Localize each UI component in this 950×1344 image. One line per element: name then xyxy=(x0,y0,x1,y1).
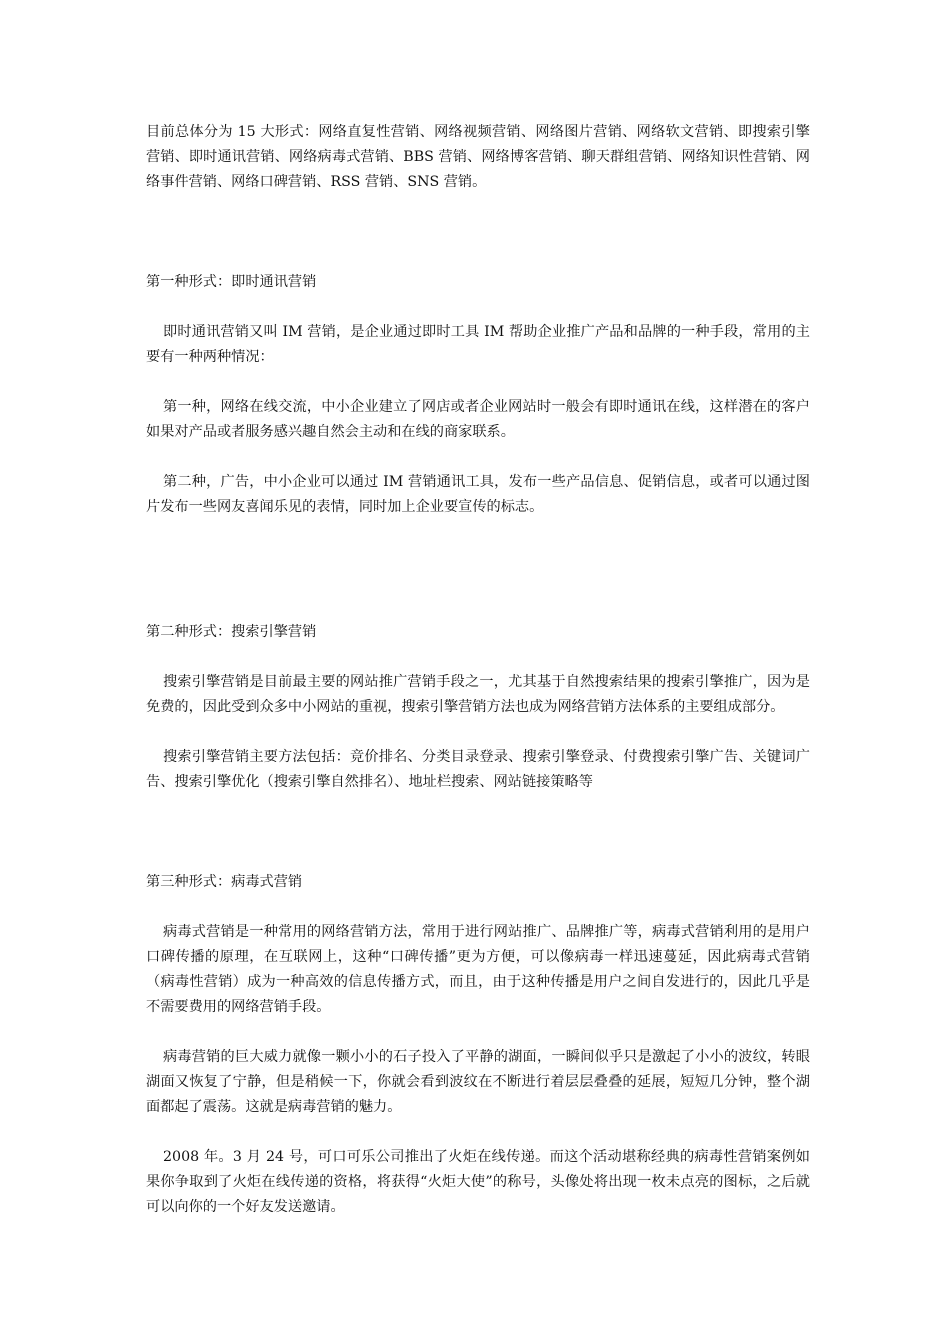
document-page xyxy=(146,120,810,1220)
section-1-heading: 第一种形式：即时通讯营销 xyxy=(146,274,317,290)
spacer xyxy=(146,795,810,870)
intro-paragraph: 目前总体分为 15 大形式：网络直复性营销、网络视频营销、网络图片营销、网络软文营销、即搜索引擎营销、即时通讯营销、网络病毒式营销、BBS 营销、网络博客营销、聊天群组营销、网络知识性营销、网络事件营销、网络口碑营销、RSS 营销、SNS 营销。 xyxy=(146,124,810,190)
spacer xyxy=(146,520,810,620)
spacer xyxy=(146,445,810,470)
section-3-heading: 第三种形式：病毒式营销 xyxy=(146,874,303,890)
section-2-paragraph-2: 搜索引擎营销主要方法包括：竞价排名、分类目录登录、搜索引擎登录、付费搜索引擎广告、关键词广告、搜索引擎优化（搜索引擎自然排名）、地址栏搜索、网站链接策略等 xyxy=(146,749,810,790)
spacer xyxy=(146,195,810,270)
spacer xyxy=(146,1020,810,1045)
section-3-paragraph-1: 病毒式营销是一种常用的网络营销方法，常用于进行网站推广、品牌推广等，病毒式营销利用的是用户口碑传播的原理，在互联网上，这种“口碑传播”更为方便，可以像病毒一样迅速蔓延，因此病毒式营销（病毒性营销）成为一种高效的信息传播方式，而且，由于这种传播是用户之间自发进行的，因此几乎是不需要费用的网络营销手段。 xyxy=(146,924,810,1015)
section-3-paragraph-3: 2008 年。3 月 24 号，可口可乐公司推出了火炬在线传递。而这个活动堪称经典的病毒性营销案例如果你争取到了火炬在线传递的资格，将获得“火炬大使”的称号，头像处将出现一枚未点亮的图标，之后就可以向你的一个好友发送邀请。 xyxy=(146,1149,810,1215)
spacer xyxy=(146,1120,810,1145)
section-1-paragraph-2: 第一种，网络在线交流，中小企业建立了网店或者企业网站时一般会有即时通讯在线，这样潜在的客户如果对产品或者服务感兴趣自然会主动和在线的商家联系。 xyxy=(146,399,810,440)
spacer xyxy=(146,895,810,920)
section-1-paragraph-3: 第二种，广告，中小企业可以通过 IM 营销通讯工具，发布一些产品信息、促销信息，或者可以通过图片发布一些网友喜闻乐见的表情，同时加上企业要宣传的标志。 xyxy=(146,474,810,515)
spacer xyxy=(146,720,810,745)
section-2-heading: 第二种形式：搜索引擎营销 xyxy=(146,624,317,640)
section-3-paragraph-2: 病毒营销的巨大威力就像一颗小小的石子投入了平静的湖面，一瞬间似乎只是激起了小小的波纹，转眼湖面又恢复了宁静，但是稍候一下，你就会看到波纹在不断进行着层层叠叠的延展，短短几分钟，整个湖面都起了震荡。这就是病毒营销的魅力。 xyxy=(146,1049,810,1115)
section-2-paragraph-1: 搜索引擎营销是目前最主要的网站推广营销手段之一，尤其基于自然搜索结果的搜索引擎推广，因为是免费的，因此受到众多中小网站的重视，搜索引擎营销方法也成为网络营销方法体系的主要组成部分。 xyxy=(146,674,810,715)
spacer xyxy=(146,295,810,320)
section-1-paragraph-1: 即时通讯营销又叫 IM 营销，是企业通过即时工具 IM 帮助企业推广产品和品牌的一种手段，常用的主要有一种两种情况： xyxy=(146,324,810,365)
spacer xyxy=(146,645,810,670)
spacer xyxy=(146,370,810,395)
